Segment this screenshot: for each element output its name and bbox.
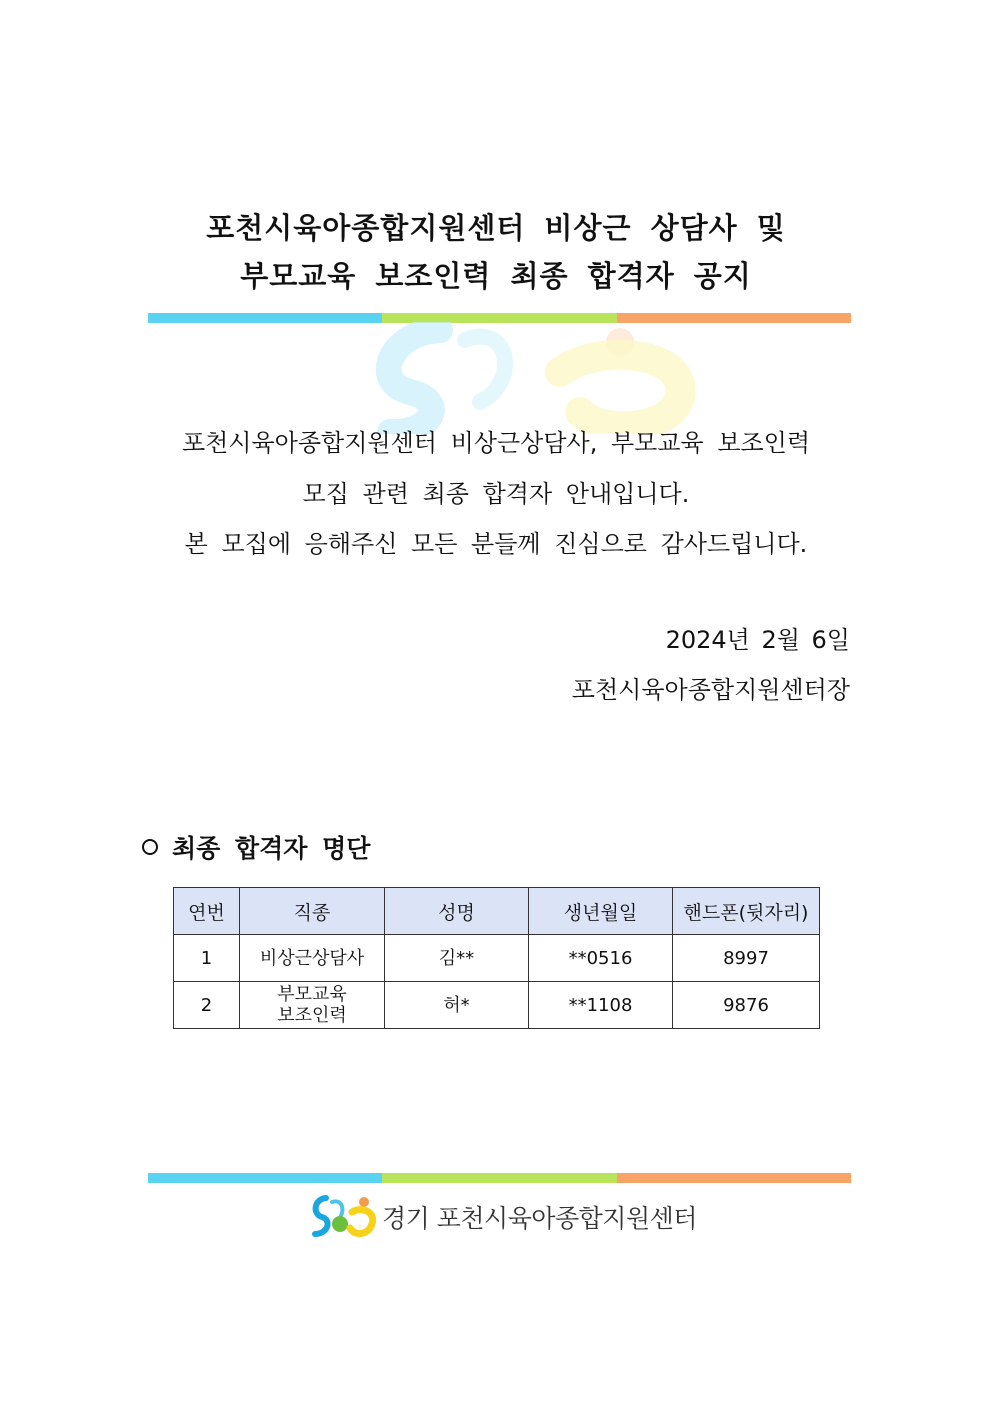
column-header-name: 성명: [385, 888, 529, 935]
table-row: [174, 982, 820, 1029]
section-heading: [142, 829, 370, 865]
cell-phone: 9876: [673, 982, 820, 1029]
circle-outline-icon: [142, 839, 158, 855]
cell-phone: 8997: [673, 935, 820, 982]
footer-logo: [310, 1193, 697, 1241]
column-header-no: 연번: [174, 888, 240, 935]
notice-line3: 본 모집에 응해주신 모든 분들께 진심으로 감사드립니다.: [184, 530, 808, 558]
cell-birth: **0516: [529, 935, 673, 982]
footer-org-name: 경기 포천시육아종합지원센터: [382, 1204, 697, 1233]
notice-line2: 모집 관련 최종 합격자 안내입니다.: [302, 480, 690, 508]
table-row: [174, 935, 820, 982]
center-logo-icon: [310, 1194, 376, 1240]
cell-name: 김**: [385, 935, 529, 982]
column-header-job: 직종: [240, 888, 385, 935]
page-title-line2: 부모교육 보조인력 최종 합격자 공지: [240, 259, 752, 293]
watermark-logo-icon: [370, 322, 700, 434]
result-table: [173, 887, 820, 1029]
notice-date: 2024년 2월 6일: [665, 626, 850, 654]
cell-birth: **1108: [529, 982, 673, 1029]
bottom-color-bar: [148, 1173, 851, 1183]
bar-segment-green: [382, 1173, 616, 1183]
cell-job-line1: 부모교육: [277, 984, 347, 1005]
column-header-birth: 생년월일: [529, 888, 673, 935]
cell-job: 비상근상담사: [240, 935, 385, 982]
cell-job-line2: 보조인력: [277, 1005, 347, 1026]
table-header-row: [174, 888, 820, 935]
section-title: 최종 합격자 명단: [172, 834, 371, 863]
cell-job: [240, 982, 385, 1029]
notice-line1: 포천시육아종합지원센터 비상근상담사, 부모교육 보조인력: [181, 429, 811, 457]
notice-signer: 포천시육아종합지원센터장: [571, 676, 850, 704]
bar-segment-blue: [148, 1173, 382, 1183]
bar-segment-blue: [148, 313, 382, 323]
cell-no: 2: [174, 982, 240, 1029]
cell-name: 허*: [385, 982, 529, 1029]
page-title-line1: 포천시육아종합지원센터 비상근 상담사 및: [206, 211, 786, 245]
cell-no: 1: [174, 935, 240, 982]
bar-segment-orange: [617, 1173, 851, 1183]
column-header-phone: 핸드폰(뒷자리): [673, 888, 820, 935]
